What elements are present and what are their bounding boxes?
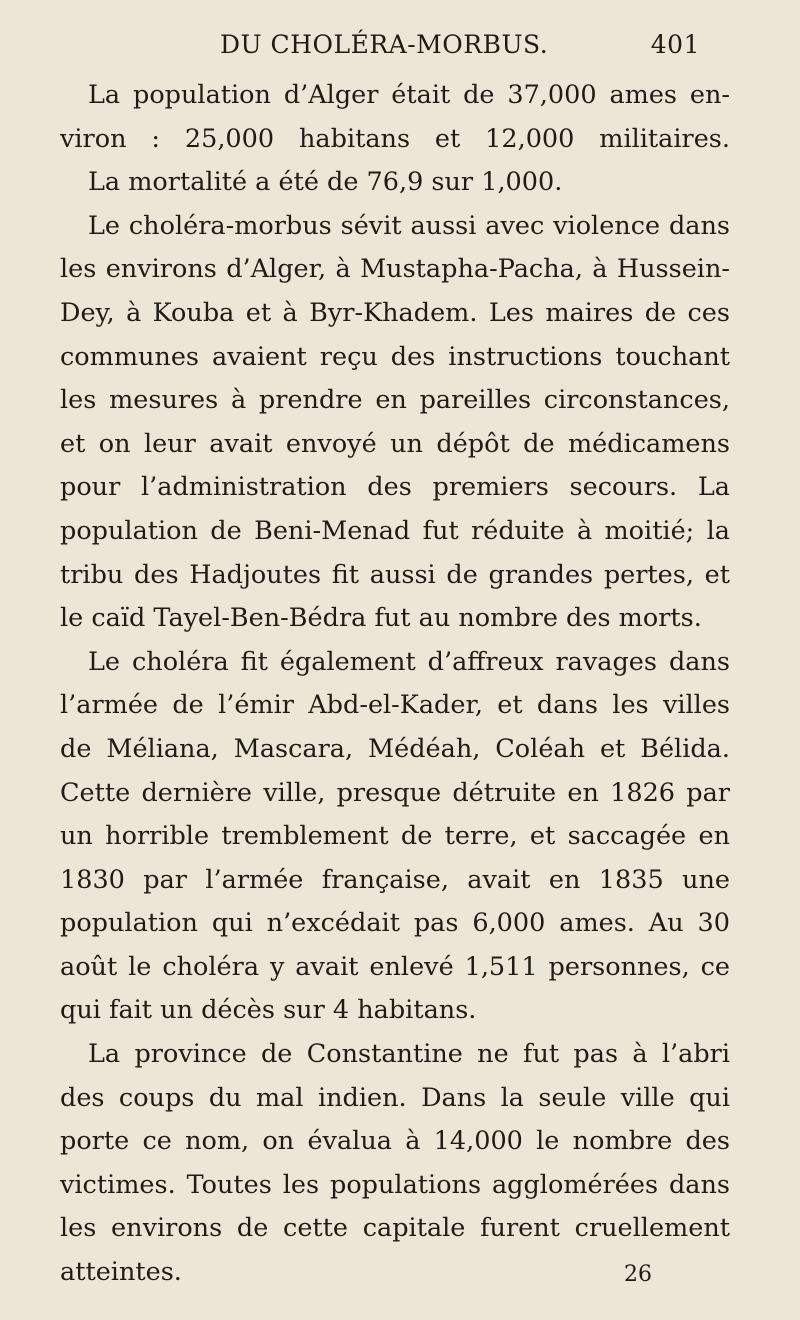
- text-line: un horrible tremblement de terre, et saccagée en: [60, 821, 730, 852]
- text-line: La province de Constantine ne fut pas à l’abri: [88, 1039, 730, 1070]
- running-head: [220, 30, 700, 66]
- text-line: Le choléra-morbus sévit aussi avec violence dans: [88, 210, 730, 241]
- text-line: porte ce nom, on évalua à 14,000 le nombre des: [60, 1126, 730, 1157]
- text-line: les environs de cette capitale furent cruellement: [60, 1213, 730, 1244]
- text-line: août le choléra y avait enlevé 1,511 personnes, ce: [60, 951, 730, 982]
- text-line: viron : 25,000 habitans et 12,000 militaires.: [60, 123, 730, 154]
- text-line: La population d’Alger était de 37,000 ames en-: [88, 80, 730, 110]
- signature-mark: 26: [624, 1262, 652, 1287]
- text-line: les environs d’Alger, à Mustapha-Pacha, à Hussein-: [60, 254, 730, 285]
- running-title: DU CHOLÉRA-MORBUS.: [220, 30, 549, 59]
- text-line: 1830 par l’armée française, avait en 1835 une: [60, 864, 730, 895]
- text-line: les mesures à prendre en pareilles circonstances,: [60, 385, 730, 416]
- text-line: population qui n’excédait pas 6,000 ames. Au 30: [60, 908, 730, 939]
- text-line: La mortalité a été de 76,9 sur 1,000.: [88, 167, 563, 198]
- text-line: pour l’administration des premiers secours. La: [60, 472, 730, 503]
- text-line: et on leur avait envoyé un dépôt de médicamens: [60, 428, 730, 459]
- text-line: communes avaient reçu des instructions touchant: [60, 341, 730, 372]
- text-line: victimes. Toutes les populations agglomérées dans: [60, 1169, 730, 1200]
- text-line: le caïd Tayel-Ben-Bédra fut au nombre des morts.: [60, 603, 702, 634]
- text-line: population de Beni-Menad fut réduite à moitié; la: [60, 515, 730, 546]
- body-text: [60, 74, 730, 1295]
- text-line: Dey, à Kouba et à Byr-Khadem. Les maires de ces: [60, 297, 730, 328]
- text-line: Cette dernière ville, presque détruite en 1826 par: [60, 777, 730, 808]
- page-number: 401: [650, 30, 700, 59]
- text-line: atteintes.: [60, 1257, 182, 1288]
- text-line: l’armée de l’émir Abd-el-Kader, et dans les villes: [60, 690, 730, 721]
- text-line: de Méliana, Mascara, Médéah, Coléah et Bélida.: [60, 733, 730, 764]
- text-line: des coups du mal indien. Dans la seule ville qui: [60, 1082, 730, 1113]
- text-line: tribu des Hadjoutes fit aussi de grandes pertes, et: [60, 559, 730, 590]
- text-line: Le choléra fit également d’affreux ravages dans: [88, 646, 730, 677]
- text-line: qui fait un décès sur 4 habitans.: [60, 995, 477, 1026]
